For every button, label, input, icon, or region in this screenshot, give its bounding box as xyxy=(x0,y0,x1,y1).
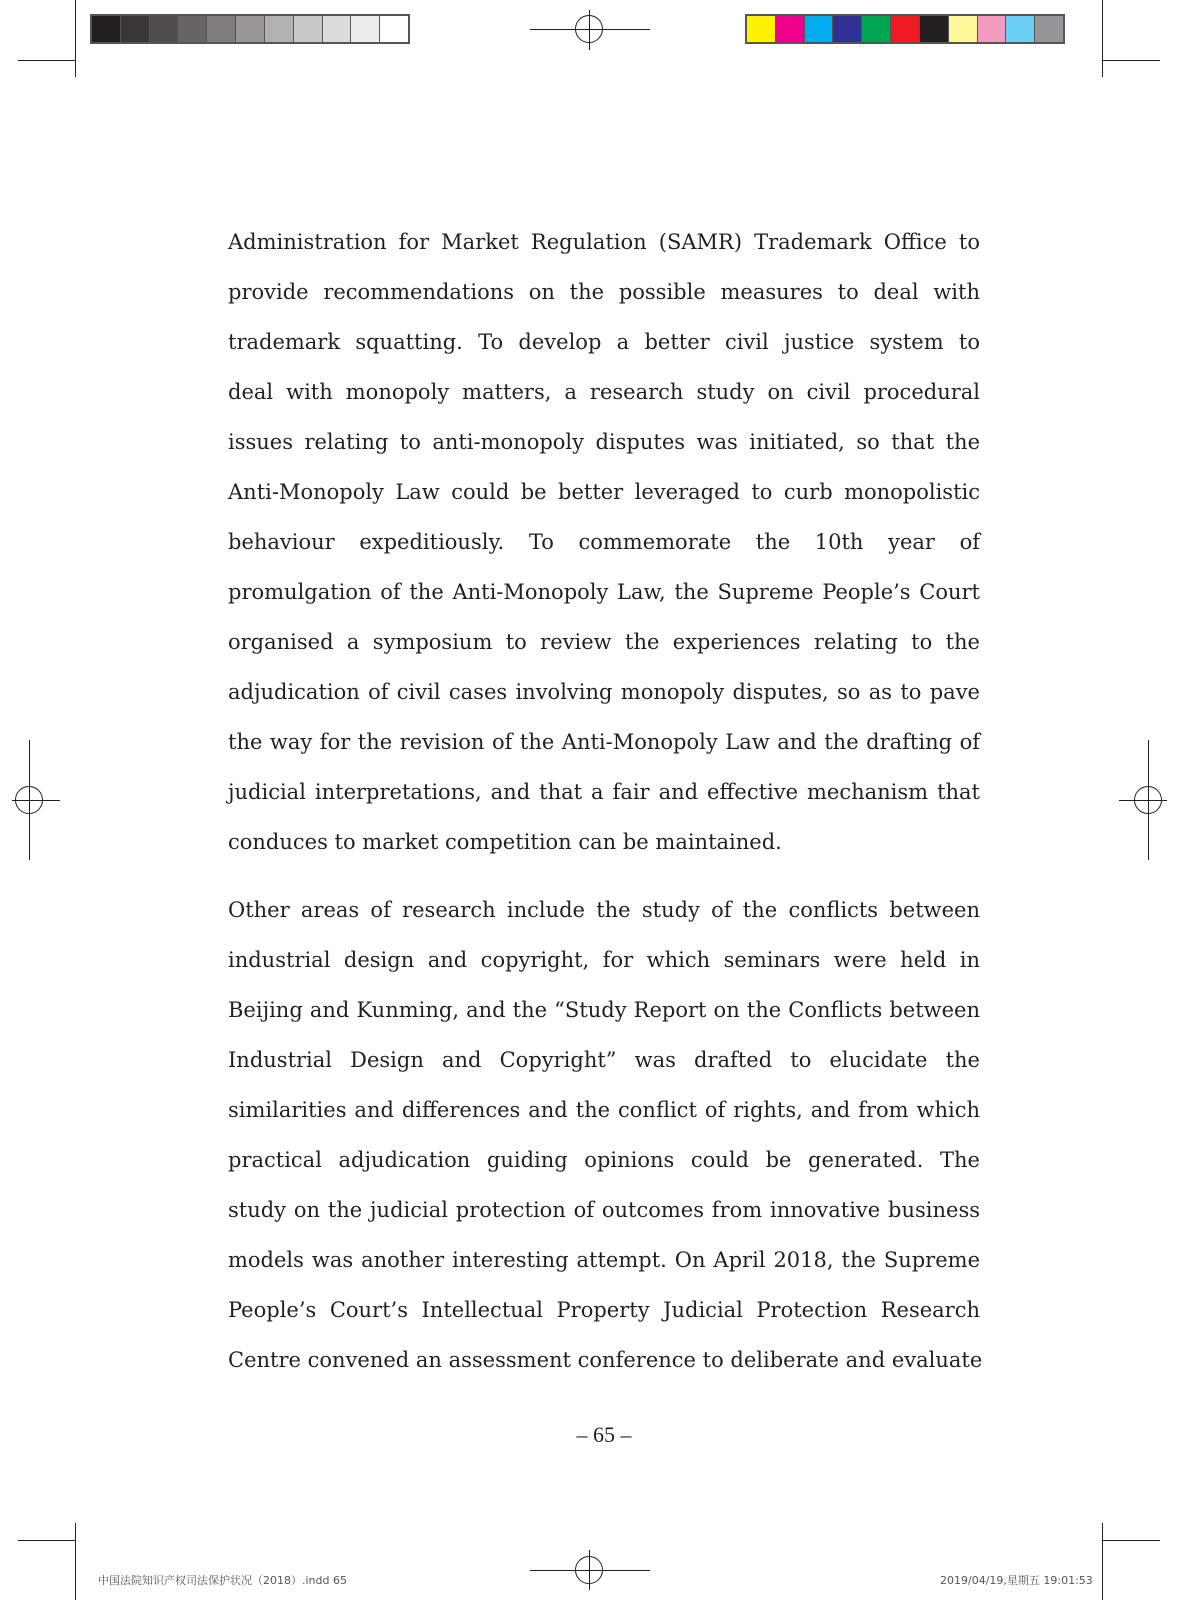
gray-swatch xyxy=(265,16,294,42)
slug-date-info: 2019/04/19,星期五 19:01:53 xyxy=(940,1574,1093,1587)
text-line: organised a symposium to review the experiences relating to the xyxy=(228,630,980,654)
text-line: judicial interpretations, and that a fair and effective mechanism that xyxy=(228,780,980,804)
gray-swatch xyxy=(178,16,207,42)
gray-swatch xyxy=(207,16,236,42)
text-line: the way for the revision of the Anti-Monopoly Law and the drafting of xyxy=(228,730,980,754)
registration-circle-right xyxy=(1134,786,1162,814)
color-swatch xyxy=(978,16,1007,42)
color-swatch xyxy=(747,16,776,42)
text-line: provide recommendations on the possible measures to deal with xyxy=(228,280,980,304)
registration-circle-bottom xyxy=(575,1556,603,1584)
text-line: conduces to market competition can be maintained. xyxy=(228,830,782,854)
text-line: Industrial Design and Copyright” was drafted to elucidate the xyxy=(228,1048,980,1072)
gray-swatch xyxy=(92,16,121,42)
gray-swatch xyxy=(150,16,179,42)
color-swatch xyxy=(920,16,949,42)
color-swatch xyxy=(776,16,805,42)
crop-mark-top-left-vertical xyxy=(75,0,76,77)
gray-swatch xyxy=(236,16,265,42)
crop-mark-bottom-right-horizontal xyxy=(1102,1540,1160,1541)
text-line: deal with monopoly matters, a research study on civil procedural xyxy=(228,380,980,404)
text-line: Administration for Market Regulation (SAMR) Trademark Office to xyxy=(228,230,980,254)
crop-mark-bottom-left-vertical xyxy=(75,1523,76,1600)
crop-mark-top-left-horizontal xyxy=(18,60,76,61)
gray-swatch xyxy=(351,16,380,42)
text-line: study on the judicial protection of outcomes from innovative business xyxy=(228,1198,980,1222)
text-line: adjudication of civil cases involving monopoly disputes, so as to pave xyxy=(228,680,980,704)
color-swatch xyxy=(862,16,891,42)
crop-mark-top-right-horizontal xyxy=(1102,60,1160,61)
text-line: behaviour expeditiously. To commemorate the 10th year of xyxy=(228,530,980,554)
color-swatch xyxy=(833,16,862,42)
color-swatch xyxy=(1006,16,1035,42)
crop-mark-bottom-right-vertical xyxy=(1102,1523,1103,1600)
gray-swatch xyxy=(121,16,150,42)
gray-swatch xyxy=(294,16,323,42)
text-line: Beijing and Kunming, and the “Study Report on the Conflicts between xyxy=(228,998,980,1022)
grayscale-print-bar xyxy=(90,14,410,44)
page-number: – 65 – xyxy=(576,1422,632,1447)
color-swatch xyxy=(1035,16,1063,42)
registration-circle-left xyxy=(15,786,43,814)
color-swatch xyxy=(891,16,920,42)
color-print-bar xyxy=(745,14,1065,44)
text-line: promulgation of the Anti-Monopoly Law, the Supreme People’s Court xyxy=(228,580,980,604)
gray-swatch xyxy=(380,16,408,42)
text-line: industrial design and copyright, for which seminars were held in xyxy=(228,948,980,972)
crop-mark-top-right-vertical xyxy=(1102,0,1103,77)
registration-circle-top xyxy=(575,15,603,43)
slug-file-info: 中国法院知识产权司法保护状况（2018）.indd 65 xyxy=(98,1574,347,1587)
text-line: practical adjudication guiding opinions could be generated. The xyxy=(228,1148,980,1172)
paragraph-other-areas xyxy=(228,885,983,1385)
text-line: similarities and differences and the conflict of rights, and from which xyxy=(228,1098,980,1122)
text-line: issues relating to anti-monopoly disputes was initiated, so that the xyxy=(228,430,980,454)
gray-swatch xyxy=(323,16,352,42)
crop-mark-bottom-left-horizontal xyxy=(18,1540,76,1541)
text-line: Centre convened an assessment conference to deliberate and evaluate xyxy=(228,1348,983,1372)
text-line: People’s Court’s Intellectual Property Judicial Protection Research xyxy=(228,1298,980,1322)
text-line: trademark squatting. To develop a better civil justice system to xyxy=(228,330,980,354)
color-swatch xyxy=(949,16,978,42)
paragraph-continued xyxy=(228,217,980,867)
text-line: Other areas of research include the study of the conflicts between xyxy=(228,898,980,922)
text-line: Anti-Monopoly Law could be better leveraged to curb monopolistic xyxy=(228,480,980,504)
text-line: models was another interesting attempt. On April 2018, the Supreme xyxy=(228,1248,980,1272)
color-swatch xyxy=(805,16,834,42)
